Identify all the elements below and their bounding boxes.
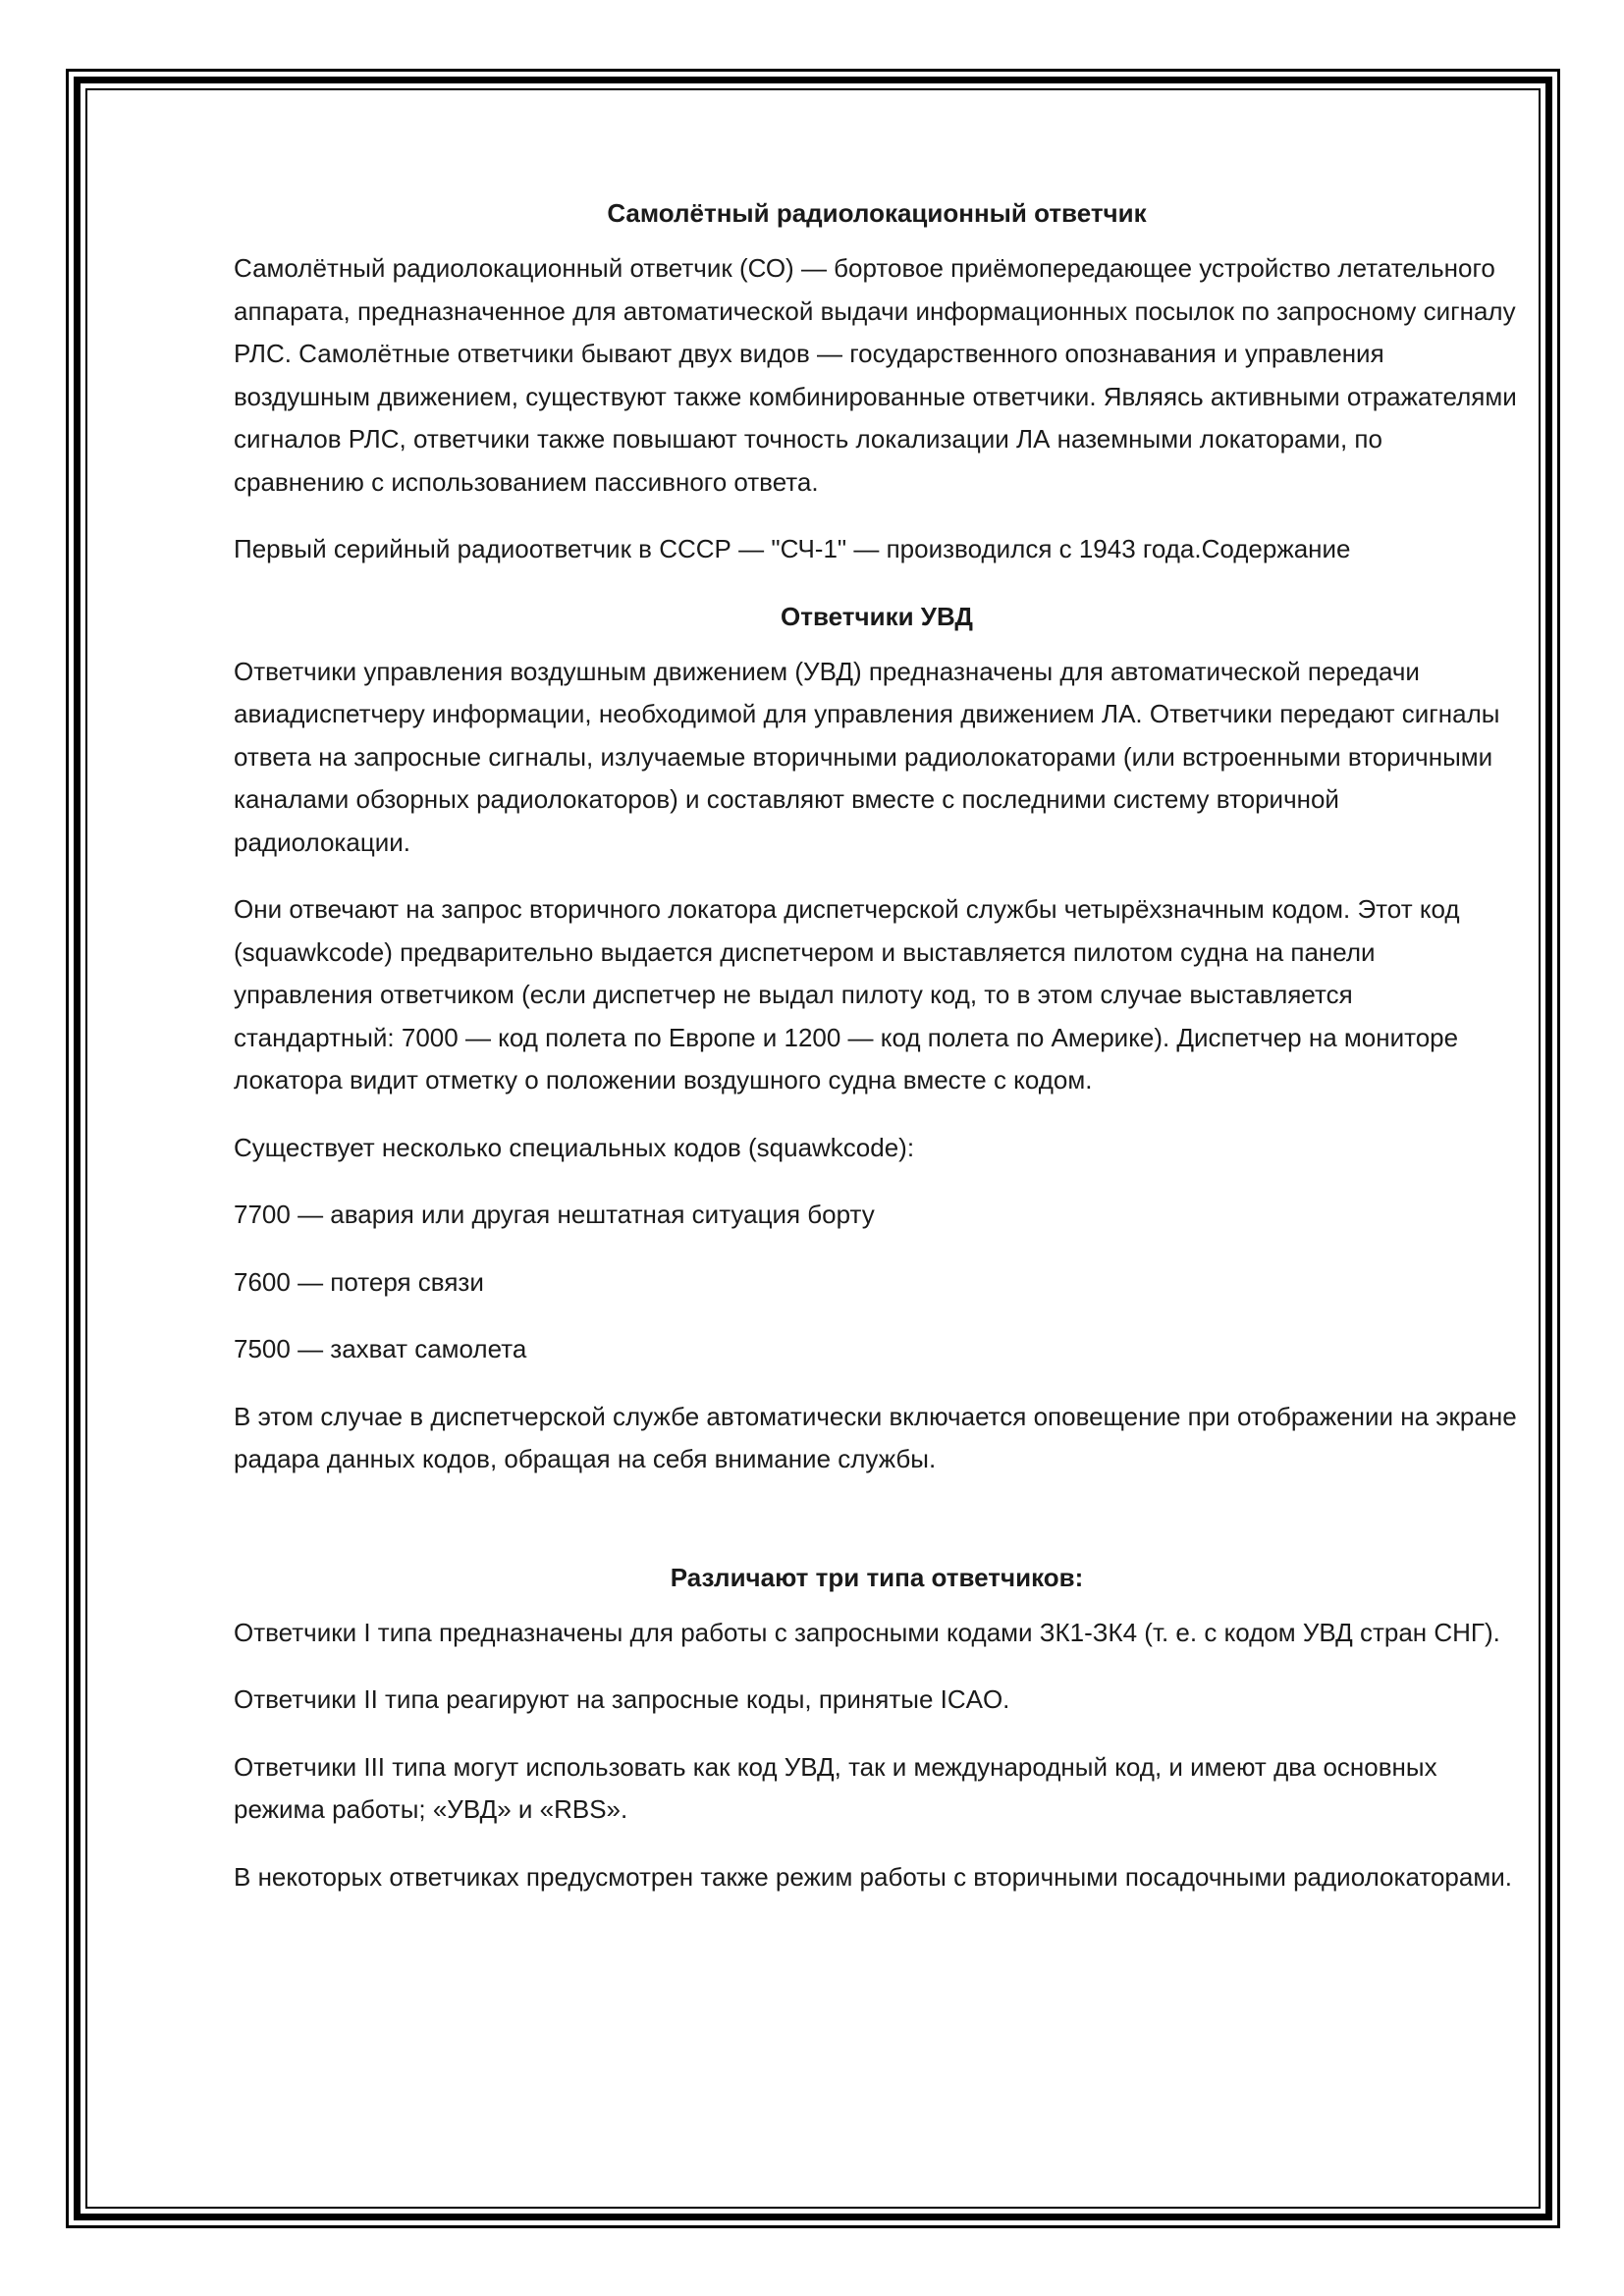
- section-heading-types: Различают три типа ответчиков:: [670, 1562, 1084, 1592]
- section-paragraph: В этом случае в диспетчерской службе автоматически включается оповещение при отображении на экране радара данных кодов, обращая на себя внимание службы.: [234, 1401, 1517, 1473]
- section-paragraph: Существует несколько специальных кодов (squawkcode):: [234, 1132, 915, 1162]
- section-heading-uvd: Ответчики УВД: [781, 601, 973, 631]
- document-body: [234, 192, 1520, 1923]
- spacer: [234, 1506, 1520, 1557]
- section-paragraph: Ответчики II типа реагируют на запросные коды, принятые ICAO.: [234, 1684, 1010, 1714]
- code-list-item: 7700 — авария или другая нештатная ситуация борту: [234, 1200, 875, 1229]
- intro-paragraph: Первый серийный радиоответчик в СССР — "СЧ-1" — производился с 1943 года.Содержание: [234, 534, 1351, 563]
- document-title: Самолётный радиолокационный ответчик: [607, 198, 1147, 228]
- section-paragraph: Они отвечают на запрос вторичного локатора диспетчерской службы четырёхзначным кодом. Этот код (squawkcode) предварительно выдается диспетчером и выставляется пилотом судна на панели управления ответчиком (если диспетчер не выдал пилоту код, то в этом случае выставляется стандартный: 7000 — код полета по Европе и 1200 — код полета по Америке). Диспетчер на мониторе локатора видит отметку о положении воздушного судна вместе с кодом.: [234, 894, 1460, 1095]
- section-paragraph: В некоторых ответчиках предусмотрен также режим работы с вторичными посадочными радиолокаторами.: [234, 1861, 1512, 1892]
- section-paragraph: Ответчики управления воздушным движением (УВД) предназначены для автоматической передачи авиадиспетчеру информации, необходимой для управления движением ЛА. Ответчики передают сигналы ответа на запросные сигналы, излучаемые вторичными радиолокаторами (или встроенными вторичными каналами обзорных радиолокаторов) и составляют вместе с последними систему вторичной радиолокации.: [234, 656, 1500, 857]
- section-paragraph: Ответчики I типа предназначены для работы с запросными кодами ЗК1-ЗК4 (т. е. с кодом УВД стран СНГ).: [234, 1617, 1500, 1647]
- section-paragraph: Ответчики III типа могут использовать как код УВД, так и международный код, и имеют два основных режима работы; «УВД» и «RBS».: [234, 1751, 1437, 1824]
- code-list-item: 7500 — захват самолета: [234, 1334, 527, 1363]
- intro-paragraph: Самолётный радиолокационный ответчик (СО) — бортовое приёмопередающее устройство летательного аппарата, предназначенное для автоматической выдачи информационных посылок по запросному сигналу РЛС. Самолётные ответчики бывают двух видов — государственного опознавания и управления воздушным движением, существуют также комбинированные ответчики. Являясь активными отражателями сигналов РЛС, ответчики также повышают точность локализации ЛА наземными локаторами, по сравнению с использованием пассивного ответа.: [234, 253, 1517, 497]
- code-list-item: 7600 — потеря связи: [234, 1266, 484, 1297]
